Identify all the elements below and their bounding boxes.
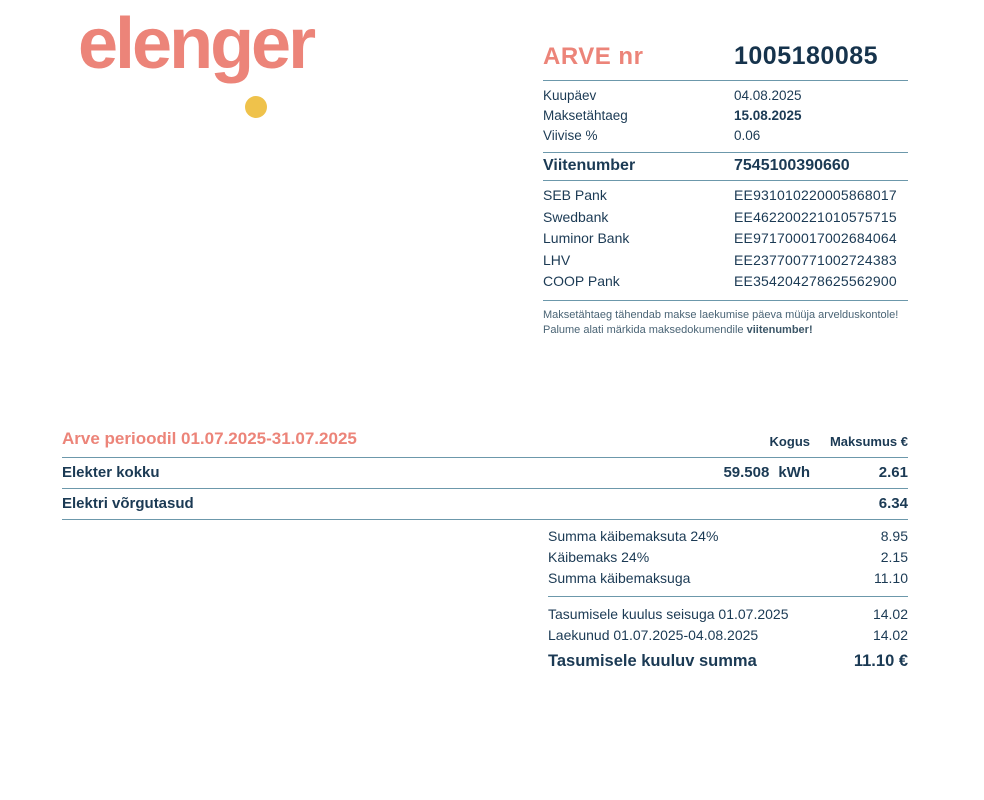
balance-value: 14.02: [872, 606, 908, 622]
quantity-column-header: Kogus: [769, 434, 810, 449]
quantity-unit: kWh: [778, 464, 810, 481]
bank-row: [543, 228, 908, 250]
invoice-number-row: [543, 42, 908, 81]
elenger-logo: [78, 4, 368, 138]
bank-accounts-group: [543, 181, 908, 301]
billing-table: [62, 429, 908, 673]
bank-row: [543, 250, 908, 272]
due-date-row: [543, 106, 908, 126]
balance-row-received: [548, 625, 908, 646]
due-date-value: 15.08.2025: [734, 108, 802, 123]
payment-note-line1: Maksetähtaeg tähendab makse laekumise päeva müüja arvelduskontole!: [543, 308, 899, 321]
balance-label: Laekunud 01.07.2025-04.08.2025: [548, 627, 759, 643]
billing-table-header: [62, 429, 908, 458]
table-row-network-fees: [62, 489, 908, 520]
bank-name: Swedbank: [543, 208, 609, 225]
summary-row-net: [548, 526, 908, 547]
summary-value: 2.15: [880, 549, 908, 565]
bank-name: SEB Pank: [543, 187, 607, 203]
row-label: Elekter kokku: [62, 464, 160, 481]
bank-name: LHV: [543, 251, 571, 268]
table-row-electricity: [62, 458, 908, 489]
row-label: Elektri võrgutasud: [62, 495, 194, 512]
payment-note: [543, 308, 908, 338]
bank-iban: EE971700017002684064: [734, 230, 897, 247]
billing-period-title: Arve perioodil 01.07.2025-31.07.2025: [62, 429, 357, 448]
row-amount: 2.61: [878, 464, 908, 481]
balance-value: 14.02: [872, 627, 908, 643]
invoice-info-panel: [543, 42, 908, 338]
row-amount: 6.34: [878, 495, 908, 512]
payment-note-line2: Palume alati märkida maksedokumendile: [543, 323, 747, 336]
summary-label: Käibemaks 24%: [548, 549, 650, 565]
bank-name: COOP Pank: [543, 273, 620, 290]
bank-iban: EE237700771002724383: [734, 251, 897, 268]
logo-wordmark: elenger: [78, 4, 314, 84]
invoice-number-value: 1005180085: [734, 42, 879, 70]
bank-iban: EE354204278625562900: [734, 273, 897, 290]
total-due-row: [548, 649, 908, 673]
invoice-number-label: ARVE nr: [543, 43, 644, 70]
bank-name: Luminor Bank: [543, 230, 630, 247]
invoice-date-row: [543, 86, 908, 106]
bank-row: [543, 271, 908, 293]
logo-dot-icon: [245, 96, 267, 118]
total-due-label: Tasumisele kuuluv summa: [548, 652, 757, 670]
payment-note-reference-emphasis: viitenumber!: [746, 323, 813, 336]
reference-number-label: Viitenumber: [543, 157, 636, 174]
summary-value: 11.10: [874, 570, 908, 586]
bank-row: [543, 185, 908, 207]
balance-label: Tasumisele kuulus seisuga 01.07.2025: [548, 606, 789, 622]
summary-row-vat: [548, 547, 908, 568]
late-fee-value: 0.06: [734, 128, 761, 143]
row-quantity: [700, 464, 810, 481]
late-fee-label: Viivise %: [543, 128, 598, 143]
summary-label: Summa käibemaksuga: [548, 570, 691, 586]
reference-number-row: [543, 153, 908, 181]
reference-number-value: 7545100390660: [734, 157, 850, 174]
date-label: Kuupäev: [543, 88, 597, 103]
summary-value: 8.95: [880, 528, 908, 544]
bank-iban: EE931010220005868017: [734, 187, 897, 203]
bank-row: [543, 207, 908, 229]
amount-column-header: Maksumus €: [829, 434, 908, 449]
quantity-value: 59.508: [723, 464, 770, 481]
late-fee-row: [543, 126, 908, 146]
totals-summary: [548, 520, 908, 673]
bank-iban: EE462200221010575715: [734, 208, 897, 225]
summary-row-gross: [548, 568, 908, 589]
due-date-label: Maksetähtaeg: [543, 108, 628, 123]
summary-label: Summa käibemaksuta 24%: [548, 528, 719, 544]
invoice-dates-group: [543, 81, 908, 153]
balance-row-previous: [548, 604, 908, 625]
date-value: 04.08.2025: [734, 88, 802, 103]
summary-divider: [548, 596, 908, 597]
total-due-value: 11.10 €: [853, 652, 908, 670]
